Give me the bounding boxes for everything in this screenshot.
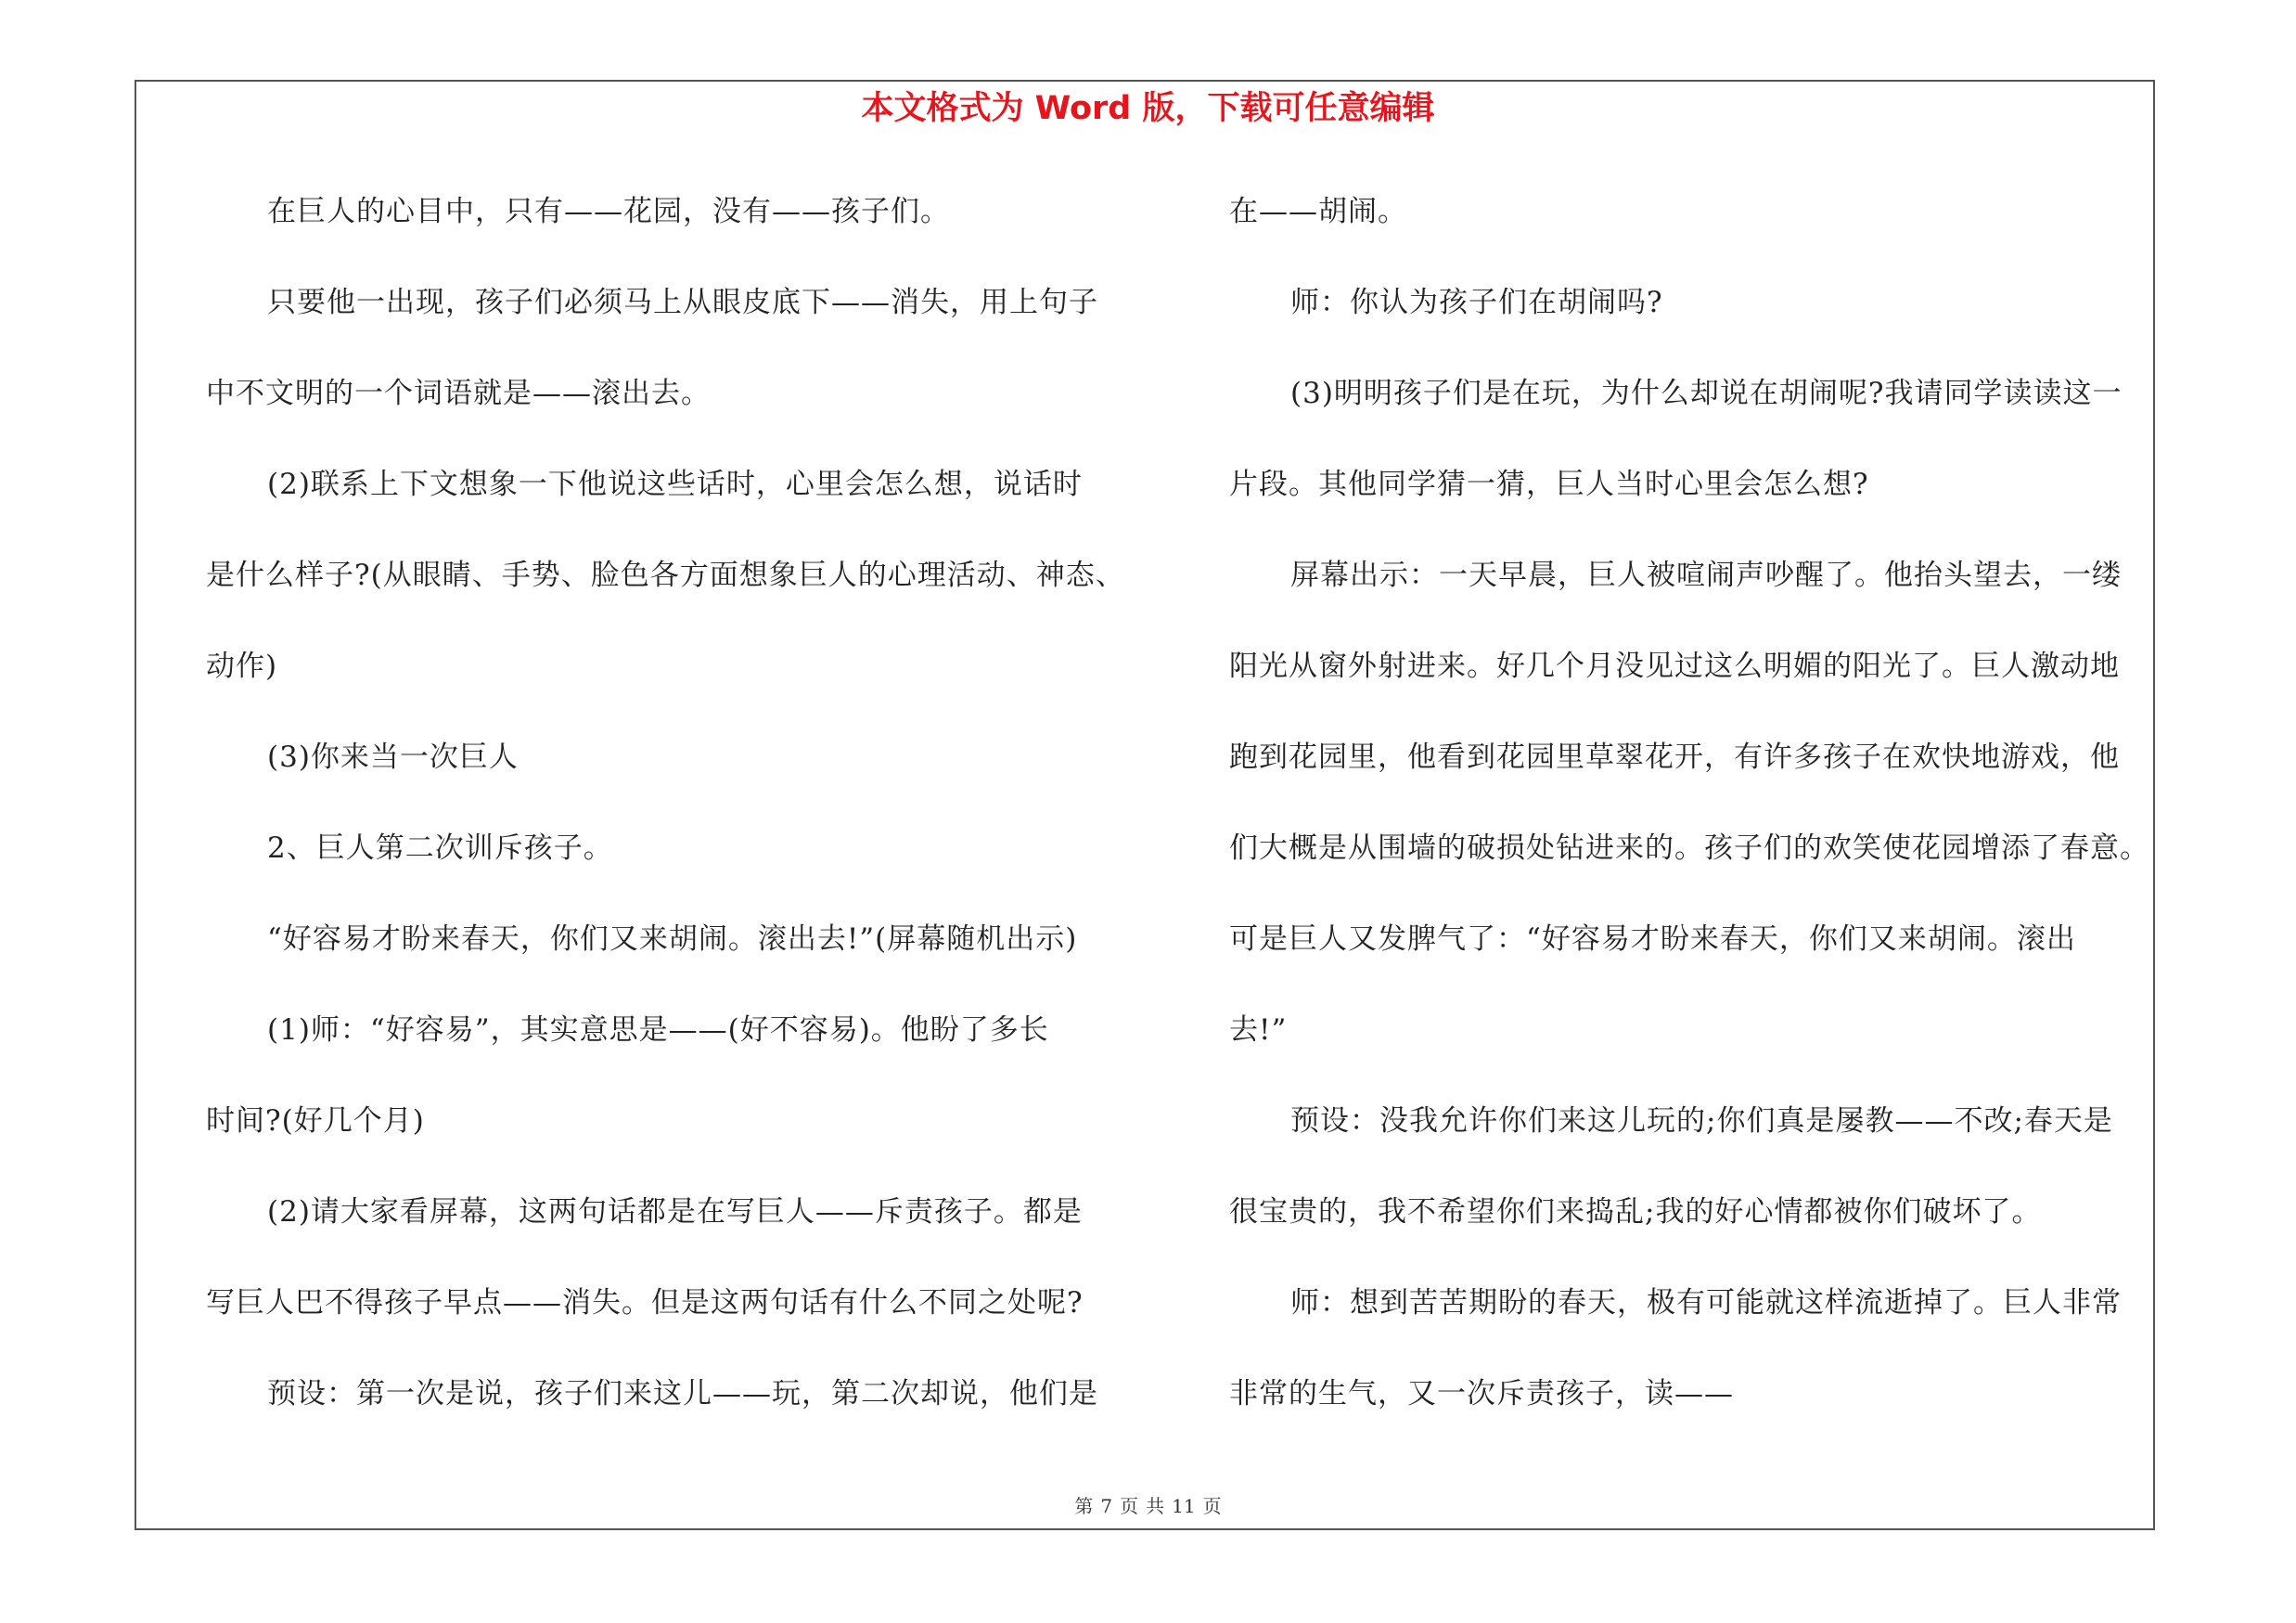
text-line: 预设：第一次是说，孩子们来这儿——玩，第二次却说，他们是: [267, 1377, 1098, 1410]
footer-page-unit: 页: [1120, 1495, 1139, 1517]
text-line: 师：想到苦苦期盼的春天，极有可能就这样流逝掉了。巨人非常: [1290, 1286, 2122, 1320]
text-line: 只要他一出现，孩子们必须马上从眼皮底下——消失，用上句子: [267, 286, 1098, 319]
text-line: (3)明明孩子们是在玩，为什么却说在胡闹呢?我请同学读读这一: [1290, 377, 2123, 410]
text-line: 非常的生气，又一次斥责孩子，读——: [1229, 1377, 1734, 1410]
text-line: 片段。其他同学猜一猜，巨人当时心里会怎么想?: [1229, 468, 1869, 501]
text-line: 预设：没我允许你们来这儿玩的;你们真是屡教——不改;春天是: [1290, 1104, 2113, 1138]
text-line: 在——胡闹。: [1229, 195, 1407, 228]
text-line: (2)联系上下文想象一下他说这些话时，心里会怎么想，说话时: [267, 468, 1083, 501]
left-text-column: [206, 184, 1134, 1457]
text-line: 们大概是从围墙的破损处钻进来的。孩子们的欢笑使花园增添了春意。: [1229, 831, 2149, 865]
footer-current-page: 7: [1100, 1495, 1113, 1517]
text-line: 去!”: [1229, 1013, 1288, 1047]
text-line: “好容易才盼来春天，你们又来胡闹。滚出去!”(屏幕随机出示): [267, 922, 1078, 956]
text-line: 可是巨人又发脾气了：“好容易才盼来春天，你们又来胡闹。滚出: [1229, 922, 2076, 956]
document-header-title: 本文格式为 Word 版，下载可任意编辑: [861, 90, 1435, 127]
text-line: (3)你来当一次巨人: [267, 741, 519, 774]
text-line: 屏幕出示：一天早晨，巨人被喧闹声吵醒了。他抬头望去，一缕: [1290, 559, 2122, 592]
text-line: 2、巨人第二次训斥孩子。: [267, 831, 613, 865]
footer-total-pages: 11: [1172, 1495, 1196, 1517]
text-line: 中不文明的一个词语就是——滚出去。: [206, 377, 711, 410]
text-line: 是什么样子?(从眼睛、手势、脸色各方面想象巨人的心理活动、神态、: [206, 559, 1125, 592]
footer-total-unit: 页: [1202, 1495, 1222, 1517]
right-text-column: [1229, 184, 2157, 1457]
text-line: 阳光从窗外射进来。好几个月没见过这么明媚的阳光了。巨人激动地: [1229, 650, 2120, 683]
page-footer: [0, 1491, 2296, 1518]
text-line: 写巨人巴不得孩子早点——消失。但是这两句话有什么不同之处呢?: [206, 1286, 1084, 1320]
text-line: 跑到花园里，他看到花园里草翠花开，有许多孩子在欢快地游戏，他: [1229, 741, 2120, 774]
text-line: 很宝贵的，我不希望你们来捣乱;我的好心情都被你们破坏了。: [1229, 1195, 2042, 1229]
text-line: 在巨人的心目中，只有——花园，没有——孩子们。: [267, 195, 950, 228]
footer-total-prefix: 共: [1146, 1495, 1165, 1517]
text-line: 动作): [206, 650, 278, 683]
footer-prefix: 第: [1074, 1495, 1094, 1517]
text-line: (1)师：“好容易”，其实意思是——(好不容易)。他盼了多长: [267, 1013, 1049, 1047]
text-line: 时间?(好几个月): [206, 1104, 425, 1138]
text-line: (2)请大家看屏幕，这两句话都是在写巨人——斥责孩子。都是: [267, 1195, 1083, 1229]
text-line: 师：你认为孩子们在胡闹吗?: [1290, 286, 1663, 319]
